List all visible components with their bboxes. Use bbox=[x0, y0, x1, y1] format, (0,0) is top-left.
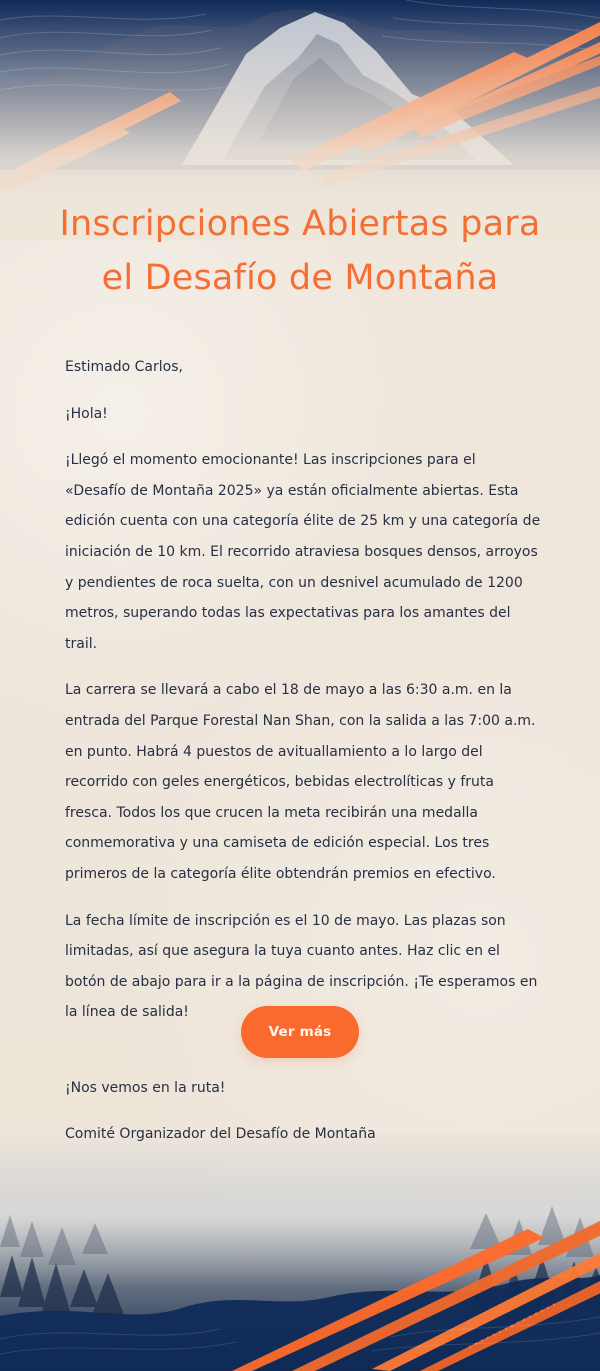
forest-footer-art bbox=[0, 1131, 600, 1371]
email-body bbox=[65, 352, 541, 1044]
title-line-2: el Desafío de Montaña bbox=[101, 258, 499, 298]
title-line-1: Inscripciones Abiertas para bbox=[59, 204, 541, 244]
organization-text: Comité Organizador del Desafío de Montaña bbox=[65, 1126, 376, 1142]
paragraph-3: La fecha límite de inscripción es el 10 de mayo. Las plazas son limitadas, así que asegura la tuya cuanto antes. Haz clic en el botón de abajo para ir a la página de inscripción. ¡Te esperamos en la línea de salida! bbox=[65, 912, 538, 1021]
email-title bbox=[42, 197, 558, 305]
signoff-text: ¡Nos vemos en la ruta! bbox=[65, 1080, 226, 1096]
ver-mas-button[interactable]: Ver más bbox=[241, 1006, 359, 1058]
greeting-text: Estimado Carlos, bbox=[65, 359, 183, 375]
paragraph-1: ¡Llegó el momento emocionante! Las inscripciones para el «Desafío de Montaña 2025» ya están oficialmente abiertas. Esta edición cuenta con una categoría élite de 25 km y una categoría de iniciación de 10 km. El recorrido atraviesa bosques densos, arroyos y pendientes de roca suelta, con un desnivel acumulado de 1200 metros, superando todas las expectativas para los amantes del trail. bbox=[65, 452, 541, 652]
hello-text: ¡Hola! bbox=[65, 405, 108, 422]
paragraph-2: La carrera se llevará a cabo el 18 de mayo a las 6:30 a.m. en la entrada del Parque Forestal Nan Shan, con la salida a las 7:00 a.m. en punto. Habrá 4 puestos de avituallamiento a lo largo del recorrido con geles energéticos, bebidas electrolíticas y fruta fresca. Todos los que crucen la meta recibirán una medalla conmemorativa y una camiseta de edición especial. Los tres primeros de la categoría élite obtendrán premios en efectivo. bbox=[65, 682, 536, 882]
